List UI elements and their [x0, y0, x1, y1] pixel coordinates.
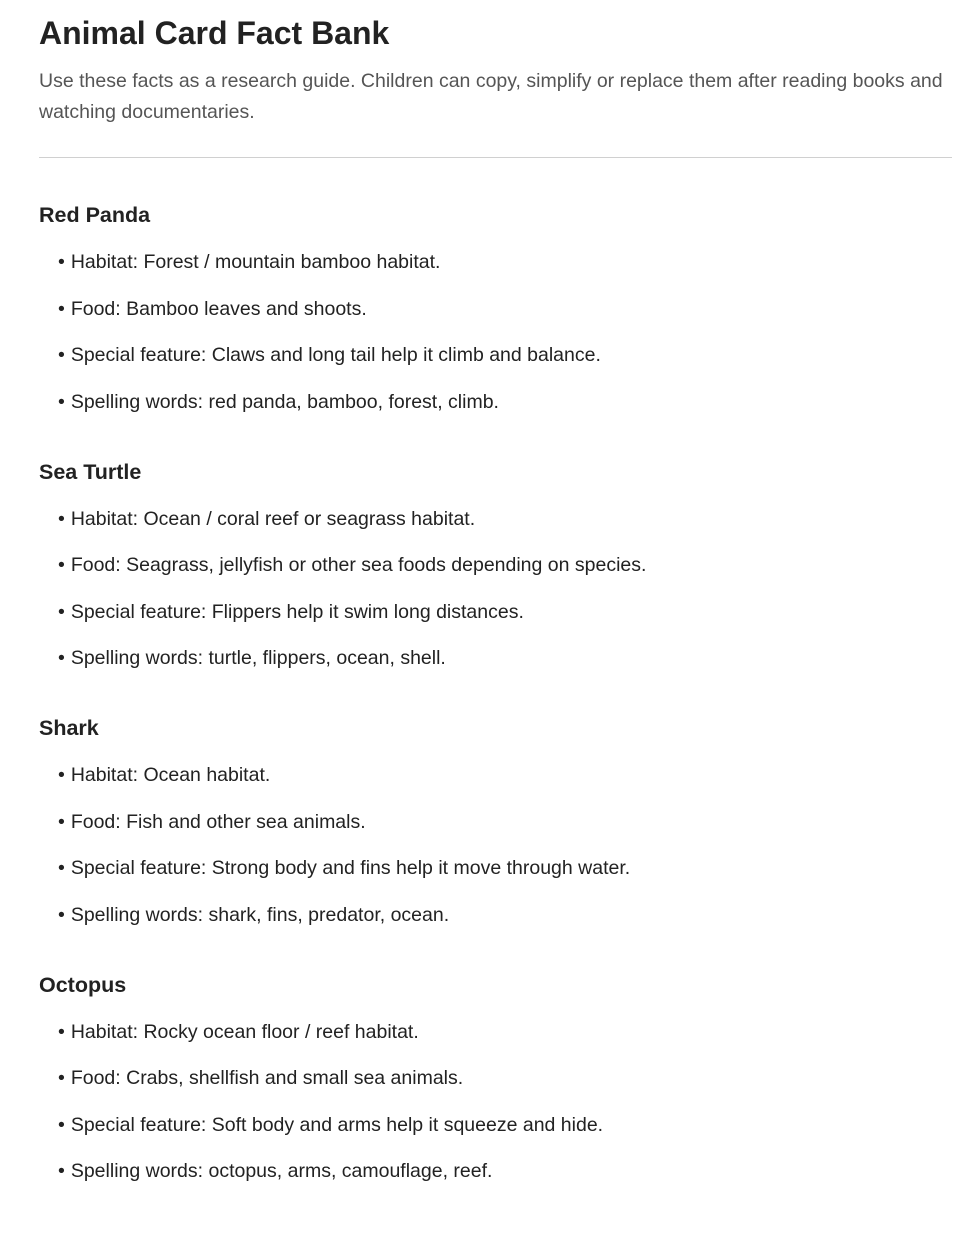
- fact-text: Habitat: Forest / mountain bamboo habitat.: [70, 251, 441, 273]
- animal-section: [39, 715, 952, 927]
- bullet-icon: •: [58, 647, 65, 669]
- fact-item: [39, 903, 952, 927]
- fact-item: [39, 507, 952, 531]
- intro-text: Use these facts as a research guide. Children can copy, simplify or replace them after reading books and watching documentaries.: [39, 70, 943, 123]
- fact-text: Spelling words: octopus, arms, camouflage, reef.: [70, 1160, 493, 1182]
- fact-text: Habitat: Ocean / coral reef or seagrass habitat.: [70, 507, 476, 530]
- bullet-icon: •: [58, 251, 65, 273]
- fact-item: [39, 856, 952, 880]
- fact-item: [39, 763, 952, 787]
- page-title: Animal Card Fact Bank: [39, 15, 390, 51]
- fact-list: [39, 507, 952, 671]
- bullet-icon: •: [58, 810, 65, 833]
- animal-section: [39, 202, 952, 414]
- bullet-icon: •: [58, 1020, 65, 1043]
- bullet-icon: •: [58, 390, 65, 413]
- fact-item: [39, 1020, 952, 1044]
- fact-text: Spelling words: turtle, flippers, ocean, shell.: [70, 647, 446, 669]
- fact-text: Habitat: Ocean habitat.: [70, 764, 271, 786]
- fact-list: [39, 1020, 952, 1184]
- bullet-icon: •: [58, 297, 65, 320]
- animal-section: [39, 459, 952, 671]
- header-divider: [39, 157, 952, 158]
- fact-text: Food: Bamboo leaves and shoots.: [70, 297, 367, 320]
- fact-item: [39, 1066, 952, 1090]
- fact-list: [39, 763, 952, 927]
- fact-text: Food: Crabs, shellfish and small sea animals.: [70, 1067, 464, 1089]
- bullet-icon: •: [58, 600, 65, 623]
- fact-list: [39, 250, 952, 414]
- fact-item: [39, 553, 952, 577]
- fact-item: [39, 600, 952, 624]
- fact-text: Food: Fish and other sea animals.: [70, 810, 366, 833]
- bullet-icon: •: [58, 1067, 65, 1089]
- fact-text: Food: Seagrass, jellyfish or other sea foods depending on species.: [70, 554, 647, 576]
- fact-text: Habitat: Rocky ocean floor / reef habitat.: [70, 1020, 419, 1043]
- bullet-icon: •: [58, 903, 65, 926]
- animal-sections: [39, 202, 952, 1183]
- fact-item: [39, 250, 952, 274]
- bullet-icon: •: [58, 1160, 65, 1182]
- fact-item: [39, 810, 952, 834]
- fact-item: [39, 1159, 952, 1183]
- fact-text: Special feature: Flippers help it swim long distances.: [70, 600, 524, 623]
- animal-heading: Sea Turtle: [39, 459, 142, 484]
- bullet-icon: •: [58, 554, 65, 576]
- animal-section: [39, 972, 952, 1184]
- fact-item: [39, 343, 952, 367]
- bullet-icon: •: [58, 507, 65, 530]
- animal-heading: Octopus: [39, 972, 127, 997]
- fact-item: [39, 390, 952, 414]
- animal-heading: Red Panda: [39, 203, 151, 227]
- animal-heading: Shark: [39, 716, 99, 740]
- bullet-icon: •: [58, 857, 65, 879]
- bullet-icon: •: [58, 1113, 65, 1136]
- fact-item: [39, 1113, 952, 1137]
- fact-text: Special feature: Soft body and arms help it squeeze and hide.: [70, 1113, 604, 1136]
- fact-text: Special feature: Strong body and fins help it move through water.: [70, 857, 631, 879]
- bullet-icon: •: [58, 764, 65, 786]
- fact-text: Spelling words: shark, fins, predator, ocean.: [70, 903, 450, 926]
- fact-text: Special feature: Claws and long tail help it climb and balance.: [70, 344, 601, 366]
- bullet-icon: •: [58, 344, 65, 366]
- fact-item: [39, 646, 952, 670]
- fact-text: Spelling words: red panda, bamboo, forest, climb.: [70, 390, 499, 413]
- fact-item: [39, 297, 952, 321]
